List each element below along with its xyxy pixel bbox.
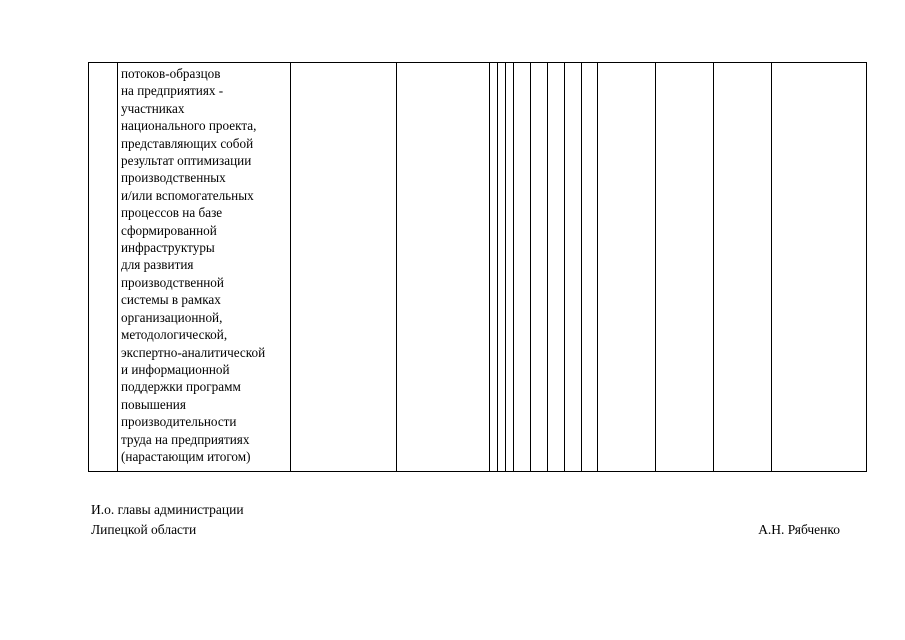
table-row [89, 63, 867, 472]
empty-cell [714, 63, 772, 472]
empty-cell [514, 63, 531, 472]
indicator-description-cell: потоков-образцов на предприятиях - участниках национального проекта, представляющих собой результат оптимизации производственных и/или вспомогательных процессов на базе сформированной инфраструктуры для развития производственной системы в рамках организационной, методологической, экспертно-аналитической и информационной поддержки программ повышения производительности труда на предприятиях (нарастающим итогом) [118, 63, 291, 472]
empty-cell [531, 63, 548, 472]
empty-cell [565, 63, 582, 472]
empty-cell [490, 63, 498, 472]
empty-cell [397, 63, 490, 472]
empty-cell [656, 63, 714, 472]
empty-cell [582, 63, 598, 472]
empty-cell [506, 63, 514, 472]
data-table [88, 62, 867, 472]
table-container [88, 62, 867, 472]
index-cell [89, 63, 118, 472]
empty-cell [291, 63, 397, 472]
empty-cell [598, 63, 656, 472]
signature-block [91, 500, 244, 540]
signer-position-line2: Липецкой области [91, 522, 197, 537]
empty-cell [772, 63, 867, 472]
signer-position-line1: И.о. главы администрации [91, 502, 244, 517]
empty-cell [548, 63, 565, 472]
empty-cell [498, 63, 506, 472]
signer-name: А.Н. Рябченко [758, 522, 840, 537]
